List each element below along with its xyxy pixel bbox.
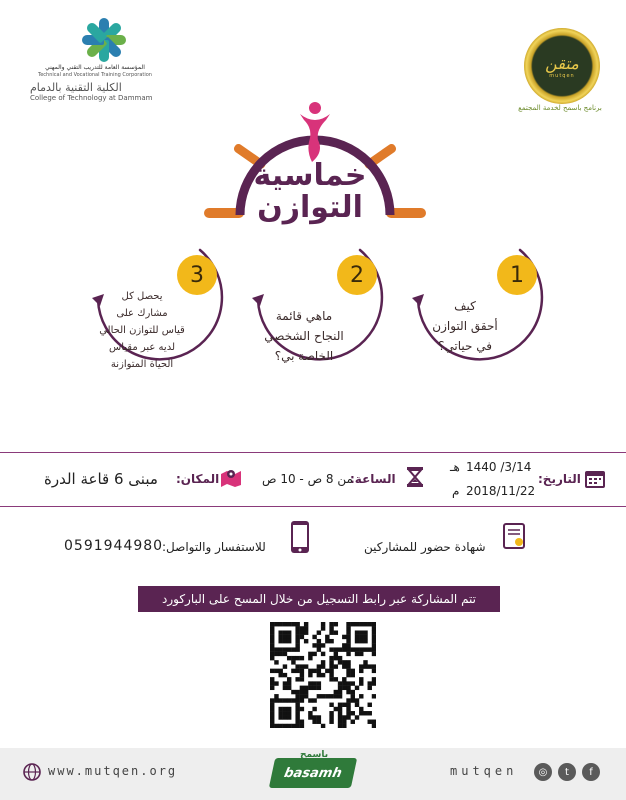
step-1-text <box>410 296 520 356</box>
title-line-2: التوازن <box>257 190 363 225</box>
step-3-line: قياس للتوازن الحالي <box>99 325 185 336</box>
step-3-line: الحياة المتوازنة <box>110 359 174 370</box>
step-1-number: 1 <box>497 255 537 295</box>
step-3-text <box>82 288 202 373</box>
step-3-number: 3 <box>177 255 217 295</box>
instagram-icon[interactable]: ◎ <box>534 763 552 781</box>
step-3-line: لديه عبر مقياس <box>109 342 175 353</box>
seal-name-ar: متقن <box>545 53 579 73</box>
calendar-icon <box>584 468 606 490</box>
basamh-brand-ar: باسمح <box>300 750 329 760</box>
mutqen-seal-logo <box>524 28 600 104</box>
step-3-line: مشارك على <box>116 308 168 319</box>
step-2-number: 2 <box>337 255 377 295</box>
step-2-line: ماهي قائمة <box>275 309 333 323</box>
college-name-ar: الكلية التقنية بالدمام <box>30 81 122 94</box>
program-caption: برنامج باسمح لخدمة المجتمع <box>518 104 602 112</box>
step-2-text <box>248 306 360 366</box>
college-logo <box>30 18 180 102</box>
time-label: الساعة: <box>350 472 396 486</box>
date-label: التاريخ: <box>538 472 581 486</box>
social-handle[interactable]: mutqen <box>450 764 518 778</box>
globe-icon <box>22 762 42 782</box>
step-1-line: كيف <box>454 299 476 313</box>
facebook-icon[interactable]: f <box>582 763 600 781</box>
step-2-line: النجاح الشخصي <box>264 329 344 343</box>
tvtc-star-icon <box>82 18 126 62</box>
seal-name-en: mutqen <box>549 72 575 79</box>
contact-label: للاستفسار والتواصل: <box>162 540 266 554</box>
hourglass-icon <box>404 466 426 488</box>
corp-name-en: Technical and Vocational Training Corporation <box>38 72 152 78</box>
step-3-line: يحصل كل <box>121 291 163 302</box>
phone-icon <box>290 520 310 554</box>
map-pin-icon <box>220 466 242 488</box>
step-1-line: في حياتي؟ <box>438 339 492 353</box>
qr-code[interactable] <box>270 622 376 728</box>
step-2-line: الخاصة بي؟ <box>274 349 334 363</box>
phone-number: 0591944980 <box>64 538 164 554</box>
title-line-1: خماسية <box>253 158 367 193</box>
website-link[interactable]: www.mutqen.org <box>48 764 178 778</box>
place-value: مبنى 6 قاعة الدرة <box>44 470 158 488</box>
divider-bottom <box>0 506 626 507</box>
place-label: المكان: <box>176 472 220 486</box>
date-gregorian: 2018/11/22 <box>466 484 536 498</box>
step-1-line: أحقق التوازن <box>432 319 498 333</box>
certificate-icon <box>502 522 528 552</box>
basamh-brand: basamh <box>282 765 344 781</box>
basamh-logo <box>269 758 357 788</box>
hijri-suffix: هـ <box>450 460 460 474</box>
greg-suffix: م <box>452 484 460 498</box>
date-hijri: 1440 /3/14 <box>466 460 532 474</box>
certificate-text: شهادة حضور للمشاركين <box>364 540 486 554</box>
twitter-icon[interactable]: t <box>558 763 576 781</box>
time-value: من 8 ص - 10 ص <box>262 472 353 486</box>
registration-banner: تتم المشاركة عبر رابط التسجيل من خلال المسح على الباركورد <box>138 586 500 612</box>
college-name-en: College of Technology at Dammam <box>30 94 153 102</box>
divider-top <box>0 452 626 453</box>
corp-name-ar: المؤسسة العامة للتدريب التقني والمهني <box>45 64 145 71</box>
